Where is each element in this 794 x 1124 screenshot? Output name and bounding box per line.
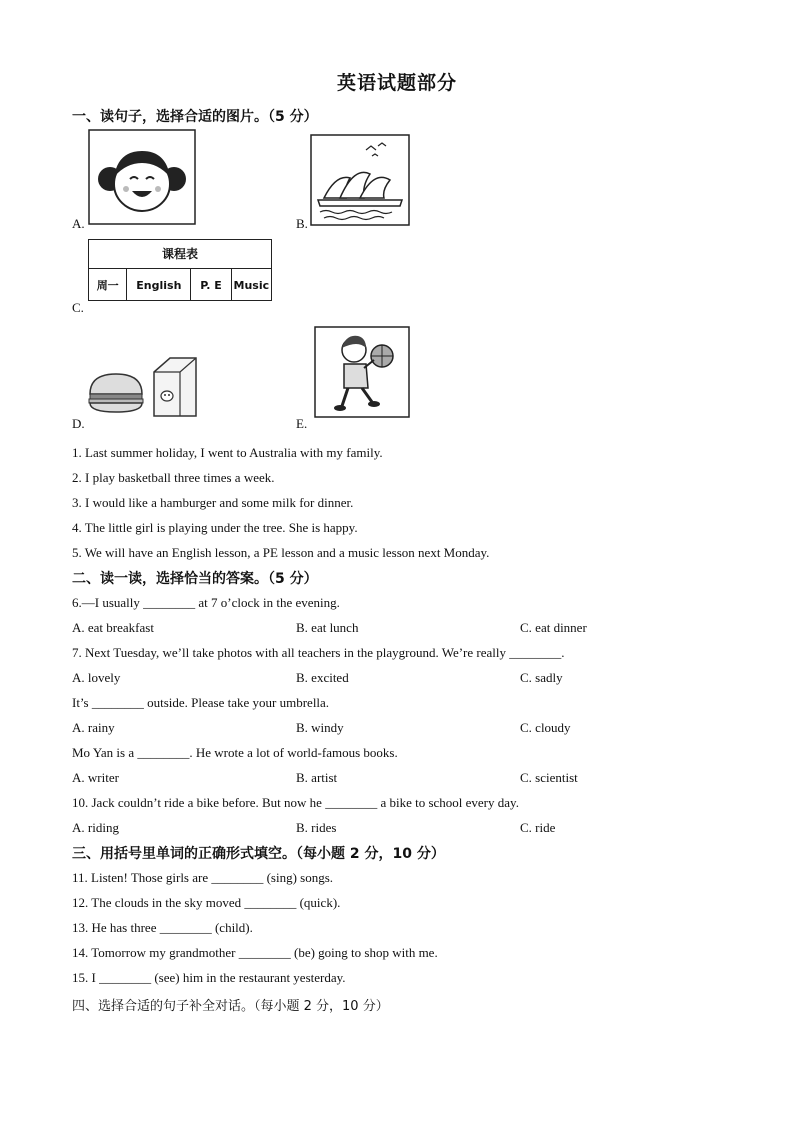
option-a: A. lovely [72,670,121,685]
question-stem: 6.—I usually ________ at 7 o’clock in the evening. [72,595,340,610]
option-b: B. artist [296,770,338,785]
option-c: C. cloudy [520,720,571,735]
sentence-item: 1. Last summer holiday, I went to Australia with my family. [72,445,383,460]
option-b: B. eat lunch [296,620,359,635]
section-2-heading: 二、读一读，选择恰当的答案。（5 分） [72,571,318,587]
sentence-item: 3. I would like a hamburger and some milk for dinner. [72,495,354,510]
picture-label-c: C. [72,300,84,315]
option-c: C. eat dinner [520,620,587,635]
timetable-cell: Music [233,278,270,292]
picture-label-a: A. [72,216,85,231]
option-a: A. rainy [72,720,115,735]
sentence-item: 2. I play basketball three times a week. [72,470,275,485]
timetable-cell: 周一 [89,269,127,301]
question-stem: Mo Yan is a ________. He wrote a lot of world-famous books. [72,745,398,760]
option-c: C. sadly [520,670,563,685]
hamburger-and-milk-icon [86,354,208,427]
boy-basketball-icon [314,326,410,423]
option-b: B. rides [296,820,337,835]
option-c: C. scientist [520,770,578,785]
sydney-opera-house-icon [310,134,410,231]
timetable-icon [88,239,272,301]
section-1-heading: 一、读句子，选择合适的图片。（5 分） [72,109,318,125]
section-3-heading: 三、用括号里单词的正确形式填空。（每小题 2 分，10 分） [72,846,445,862]
section-4-heading: 四、选择合适的句子补全对话。（每小题 2 分，10 分） [72,999,389,1014]
question-stem: 7. Next Tuesday, we’ll take photos with all teachers in the playground. We’re really ________. [72,645,565,660]
option-c: C. ride [520,820,556,835]
option-b: B. windy [296,720,344,735]
option-a: A. riding [72,820,119,835]
picture-label-e: E. [296,416,308,431]
option-b: B. excited [296,670,349,685]
picture-label-d: D. [72,416,85,431]
timetable-cell: P. E [191,269,231,301]
option-a: A. eat breakfast [72,620,154,635]
sentence-item: 4. The little girl is playing under the tree. She is happy. [72,520,358,535]
question-stem: 10. Jack couldn’t ride a bike before. But now he ________ a bike to school every day. [72,795,519,810]
fill-blank-item: 13. He has three ________ (child). [72,920,253,935]
fill-blank-item: 14. Tomorrow my grandmother ________ (be) going to shop with me. [72,945,438,960]
option-a: A. writer [72,770,119,785]
timetable-cell: English [127,269,191,301]
fill-blank-item: 15. I ________ (see) him in the restaurant yesterday. [72,970,346,985]
timetable-title: 课程表 [89,240,271,269]
smiling-girl-icon [88,129,196,230]
page-title: 英语试题部分 [336,72,457,94]
sentence-item: 5. We will have an English lesson, a PE lesson and a music lesson next Monday. [72,545,490,560]
fill-blank-item: 11. Listen! Those girls are ________ (sing) songs. [72,870,334,885]
question-stem: It’s ________ outside. Please take your umbrella. [72,695,330,710]
picture-label-b: B. [296,216,308,231]
fill-blank-item: 12. The clouds in the sky moved ________ (quick). [72,895,341,910]
